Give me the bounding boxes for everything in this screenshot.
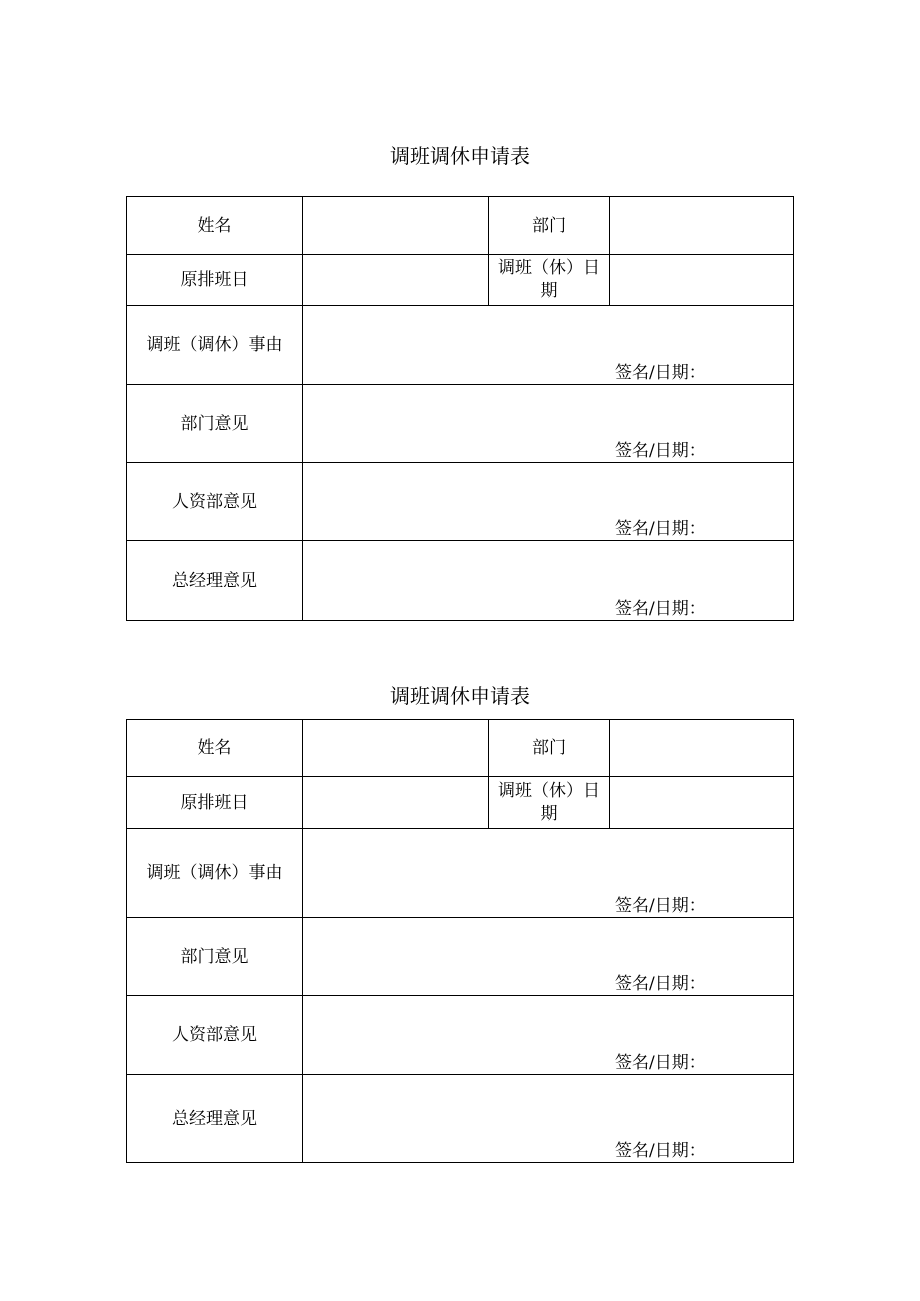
- department-field[interactable]: [610, 720, 794, 777]
- original-shift-label: 原排班日: [127, 777, 303, 829]
- shift-date-label-line2: 期: [540, 803, 558, 824]
- shift-date-label-line1: 调班（休）日: [498, 258, 600, 278]
- hr-opinion-field[interactable]: [303, 996, 794, 1075]
- signature-date-label: 签名/日期：: [615, 441, 706, 461]
- gm-opinion-label: 总经理意见: [127, 541, 303, 621]
- signature-date-label: 签名/日期：: [615, 1141, 706, 1161]
- shift-date-field[interactable]: [610, 777, 794, 829]
- signature-date-label: 签名/日期：: [615, 974, 706, 994]
- gm-opinion-field[interactable]: [303, 541, 794, 621]
- signature-date-label: 签名/日期：: [615, 896, 706, 916]
- form-title: 调班调休申请表: [390, 144, 530, 168]
- signature-date-label: 签名/日期：: [615, 519, 706, 539]
- name-field[interactable]: [303, 720, 489, 777]
- name-label: 姓名: [127, 197, 303, 255]
- department-label: 部门: [489, 197, 610, 255]
- department-field[interactable]: [610, 197, 794, 255]
- shift-date-label: [489, 777, 610, 829]
- reason-field[interactable]: [303, 829, 794, 918]
- department-opinion-field[interactable]: [303, 918, 794, 996]
- original-shift-label: 原排班日: [127, 255, 303, 306]
- shift-date-field[interactable]: [610, 255, 794, 306]
- name-label: 姓名: [127, 720, 303, 777]
- signature-date-label: 签名/日期：: [615, 363, 706, 383]
- form-title: 调班调休申请表: [390, 684, 530, 708]
- original-shift-field[interactable]: [303, 777, 489, 829]
- signature-date-label: 签名/日期：: [615, 599, 706, 619]
- reason-label: 调班（调休）事由: [127, 829, 303, 918]
- name-field[interactable]: [303, 197, 489, 255]
- hr-opinion-label: 人资部意见: [127, 996, 303, 1075]
- original-shift-field[interactable]: [303, 255, 489, 306]
- hr-opinion-field[interactable]: [303, 463, 794, 541]
- department-opinion-label: 部门意见: [127, 385, 303, 463]
- reason-field[interactable]: [303, 306, 794, 385]
- shift-change-form: [126, 719, 794, 1163]
- reason-label: 调班（调休）事由: [127, 306, 303, 385]
- department-opinion-field[interactable]: [303, 385, 794, 463]
- gm-opinion-label: 总经理意见: [127, 1075, 303, 1163]
- department-opinion-label: 部门意见: [127, 918, 303, 996]
- shift-change-form: [126, 196, 794, 621]
- shift-date-label-line1: 调班（休）日: [498, 780, 600, 801]
- gm-opinion-field[interactable]: [303, 1075, 794, 1163]
- shift-date-label-line2: 期: [540, 281, 558, 301]
- hr-opinion-label: 人资部意见: [127, 463, 303, 541]
- signature-date-label: 签名/日期：: [615, 1053, 706, 1073]
- shift-date-label: [489, 255, 610, 306]
- department-label: 部门: [489, 720, 610, 777]
